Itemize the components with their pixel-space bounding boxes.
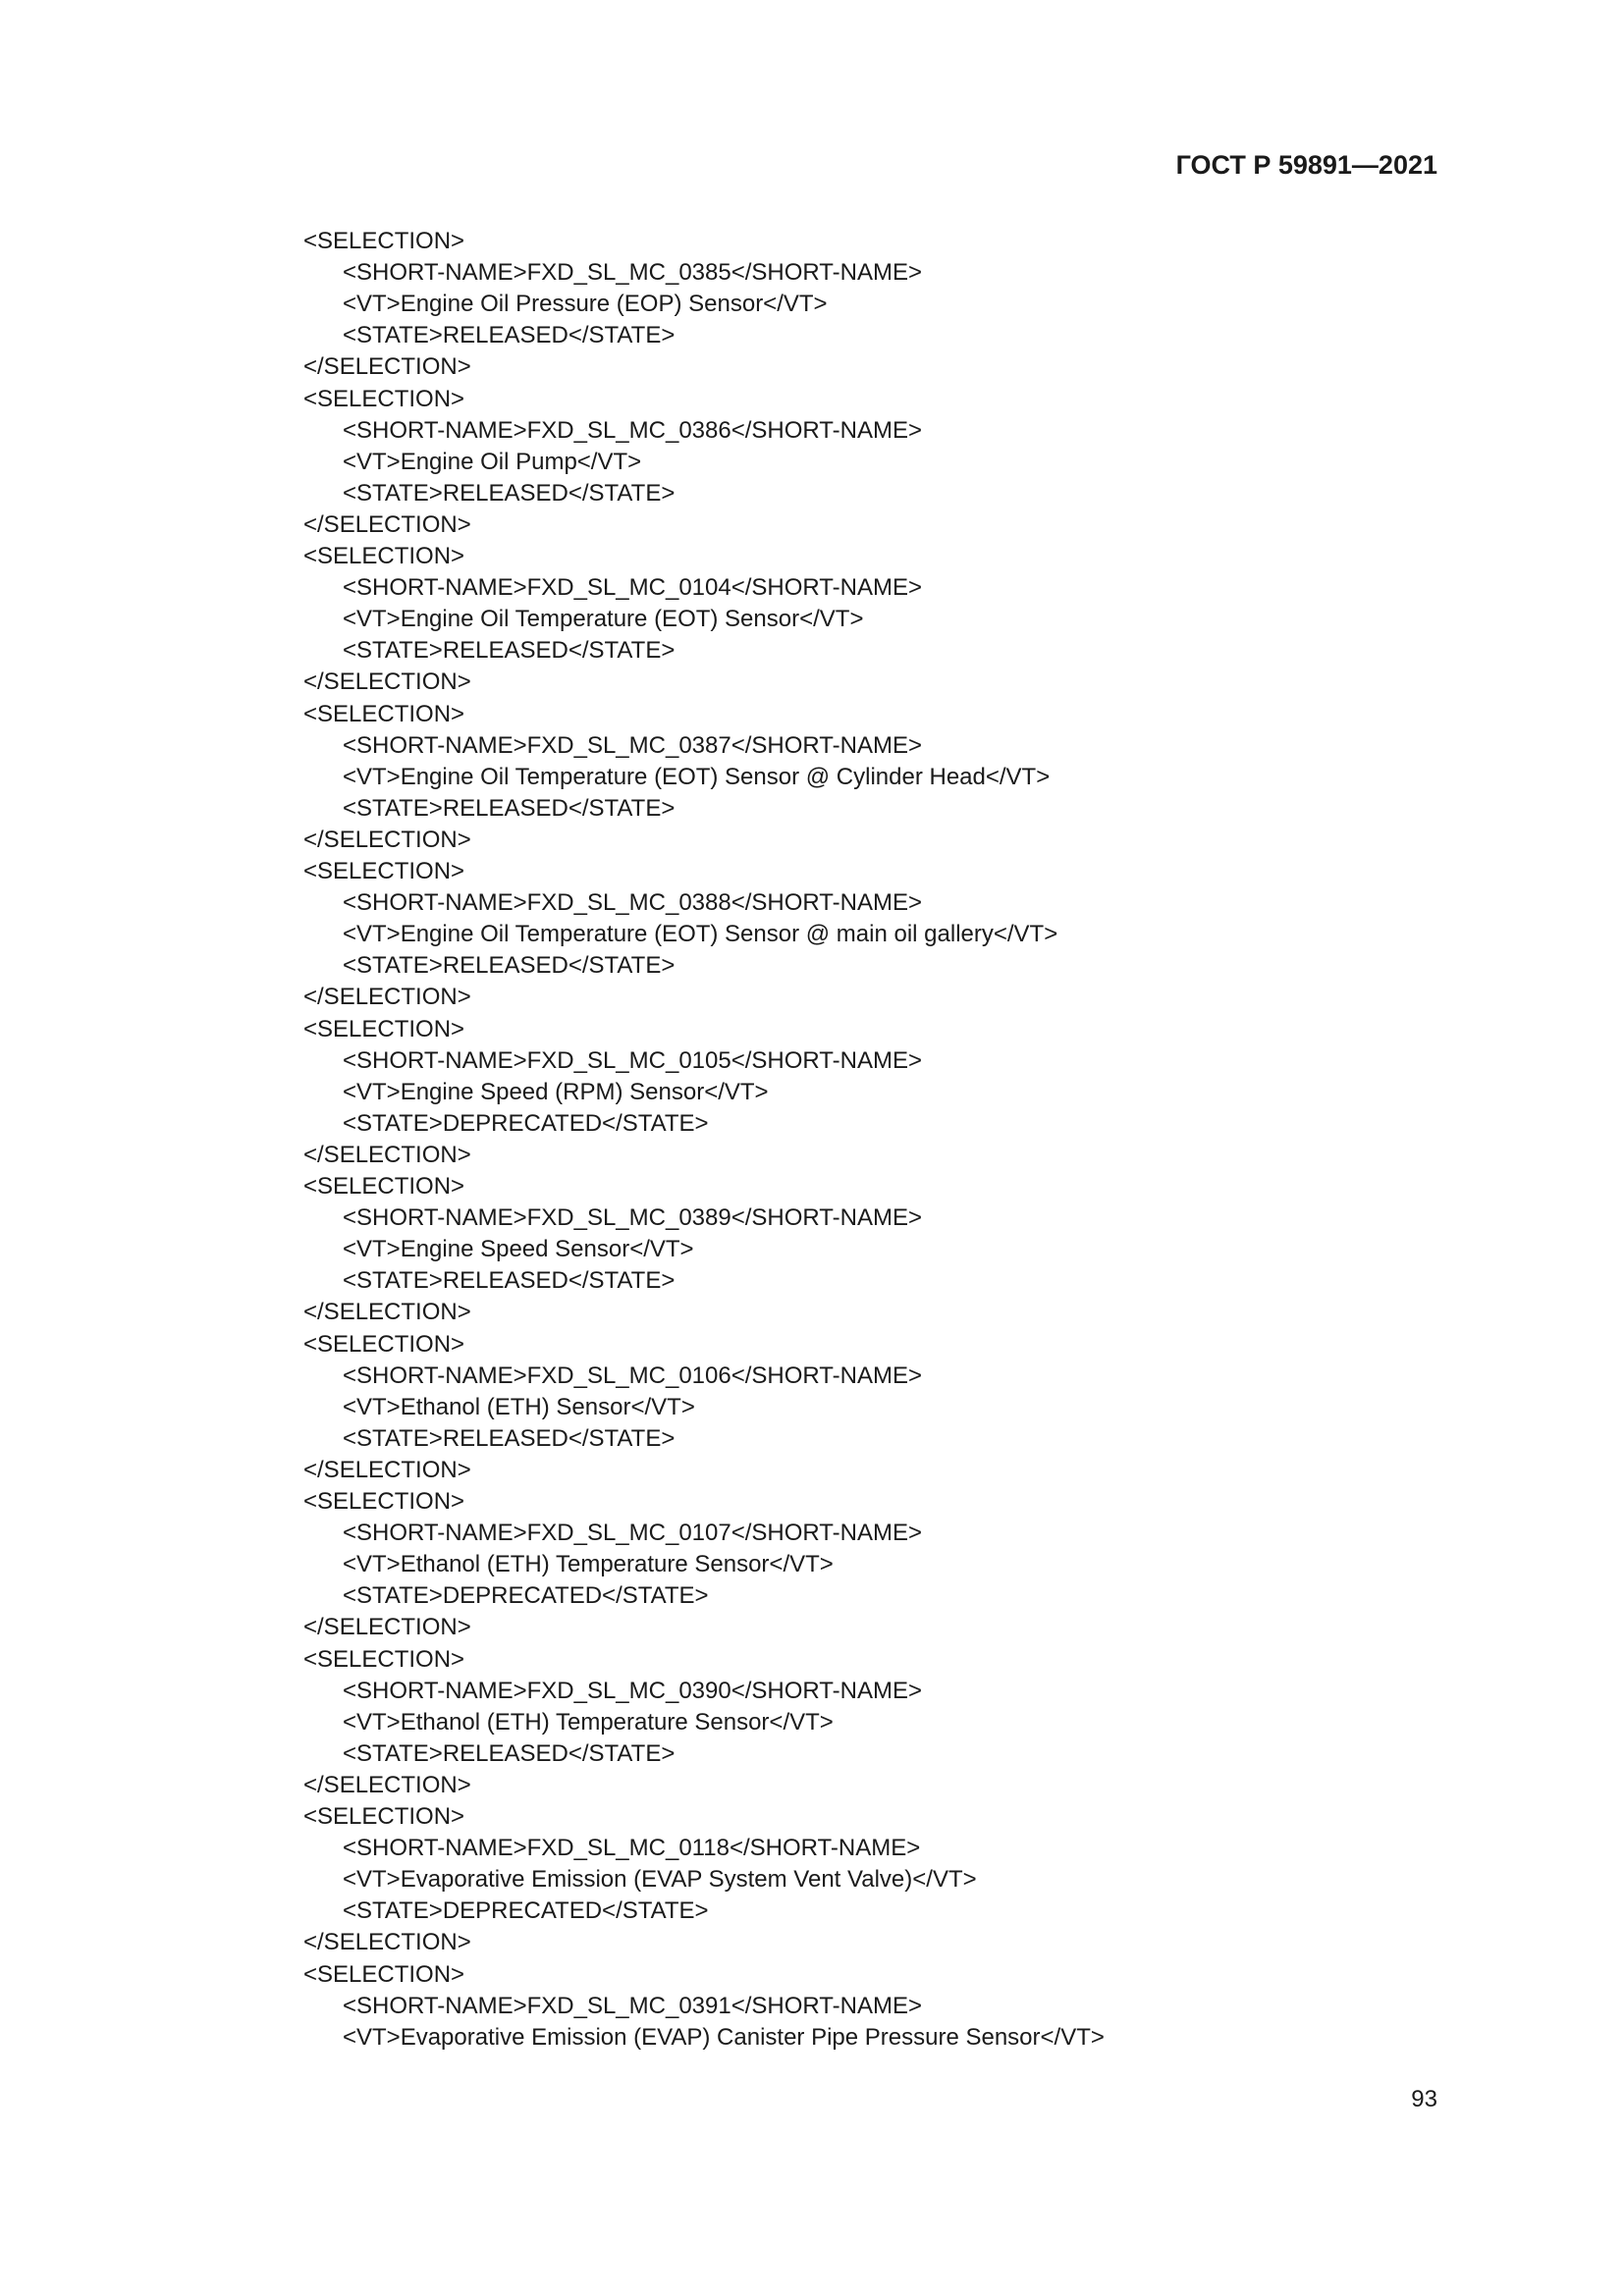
vt-line: <VT>Ethanol (ETH) Sensor</VT> bbox=[343, 1393, 695, 1420]
selection-close-tag: </SELECTION> bbox=[303, 984, 471, 1011]
short-name-line: <SHORT-NAME>FXD_SL_MC_0106</SHORT-NAME> bbox=[343, 1362, 922, 1389]
selection-open-tag: <SELECTION> bbox=[303, 385, 465, 412]
short-name-line: <SHORT-NAME>FXD_SL_MC_0385</SHORT-NAME> bbox=[343, 259, 922, 287]
state-line: <STATE>RELEASED</STATE> bbox=[343, 322, 676, 349]
state-line: <STATE>RELEASED</STATE> bbox=[343, 1424, 676, 1452]
state-line: <STATE>DEPRECATED</STATE> bbox=[343, 1897, 709, 1925]
short-name-line: <SHORT-NAME>FXD_SL_MC_0118</SHORT-NAME> bbox=[343, 1835, 921, 1862]
short-name-line: <SHORT-NAME>FXD_SL_MC_0391</SHORT-NAME> bbox=[343, 1992, 922, 2019]
selection-close-tag: </SELECTION> bbox=[303, 668, 471, 696]
vt-line: <VT>Evaporative Emission (EVAP) Canister Pipe Pressure Sensor</VT> bbox=[343, 2023, 1105, 2051]
short-name-line: <SHORT-NAME>FXD_SL_MC_0105</SHORT-NAME> bbox=[343, 1046, 922, 1074]
selection-close-tag: </SELECTION> bbox=[303, 1456, 471, 1483]
selection-open-tag: <SELECTION> bbox=[303, 1330, 465, 1358]
vt-line: <VT>Engine Oil Pressure (EOP) Sensor</VT> bbox=[343, 291, 828, 318]
vt-line: <VT>Engine Oil Temperature (EOT) Sensor @ main oil gallery</VT> bbox=[343, 921, 1058, 948]
state-line: <STATE>RELEASED</STATE> bbox=[343, 1739, 676, 1767]
selection-close-tag: </SELECTION> bbox=[303, 1141, 471, 1168]
short-name-line: <SHORT-NAME>FXD_SL_MC_0107</SHORT-NAME> bbox=[343, 1520, 922, 1547]
vt-line: <VT>Evaporative Emission (EVAP System Vent Valve)</VT> bbox=[343, 1866, 977, 1894]
selection-close-tag: </SELECTION> bbox=[303, 826, 471, 853]
vt-line: <VT>Engine Oil Temperature (EOT) Sensor</VT> bbox=[343, 606, 864, 633]
vt-line: <VT>Ethanol (ETH) Temperature Sensor</VT> bbox=[343, 1551, 834, 1578]
selection-close-tag: </SELECTION> bbox=[303, 510, 471, 538]
selection-open-tag: <SELECTION> bbox=[303, 1645, 465, 1673]
selection-close-tag: </SELECTION> bbox=[303, 353, 471, 381]
state-line: <STATE>RELEASED</STATE> bbox=[343, 637, 676, 665]
selection-open-tag: <SELECTION> bbox=[303, 858, 465, 884]
selection-close-tag: </SELECTION> bbox=[303, 1614, 471, 1641]
selection-open-tag: <SELECTION> bbox=[303, 1173, 465, 1200]
selection-open-tag: <SELECTION> bbox=[303, 543, 465, 569]
state-line: <STATE>RELEASED</STATE> bbox=[343, 479, 676, 507]
selection-close-tag: </SELECTION> bbox=[303, 1299, 471, 1326]
vt-line: <VT>Ethanol (ETH) Temperature Sensor</VT> bbox=[343, 1708, 834, 1735]
short-name-line: <SHORT-NAME>FXD_SL_MC_0386</SHORT-NAME> bbox=[343, 416, 922, 444]
vt-line: <VT>Engine Speed Sensor</VT> bbox=[343, 1236, 694, 1263]
vt-line: <VT>Engine Speed (RPM) Sensor</VT> bbox=[343, 1078, 769, 1105]
state-line: <STATE>DEPRECATED</STATE> bbox=[343, 1109, 709, 1137]
state-line: <STATE>RELEASED</STATE> bbox=[343, 1267, 676, 1295]
vt-line: <VT>Engine Oil Pump</VT> bbox=[343, 448, 642, 475]
selection-open-tag: <SELECTION> bbox=[303, 1015, 465, 1042]
selection-open-tag: <SELECTION> bbox=[303, 1488, 465, 1515]
document-header: ГОСТ Р 59891—2021 bbox=[1175, 150, 1437, 180]
vt-line: <VT>Engine Oil Temperature (EOT) Sensor @ Cylinder Head</VT> bbox=[343, 763, 1051, 790]
selection-close-tag: </SELECTION> bbox=[303, 1929, 471, 1956]
selection-open-tag: <SELECTION> bbox=[303, 1803, 465, 1830]
state-line: <STATE>DEPRECATED</STATE> bbox=[343, 1582, 709, 1610]
page-number: 93 bbox=[1411, 2086, 1437, 2112]
selection-open-tag: <SELECTION> bbox=[303, 700, 465, 727]
short-name-line: <SHORT-NAME>FXD_SL_MC_0104</SHORT-NAME> bbox=[343, 574, 922, 602]
selection-open-tag: <SELECTION> bbox=[303, 228, 465, 254]
short-name-line: <SHORT-NAME>FXD_SL_MC_0387</SHORT-NAME> bbox=[343, 731, 922, 759]
short-name-line: <SHORT-NAME>FXD_SL_MC_0388</SHORT-NAME> bbox=[343, 889, 922, 917]
selection-open-tag: <SELECTION> bbox=[303, 1960, 465, 1988]
short-name-line: <SHORT-NAME>FXD_SL_MC_0389</SHORT-NAME> bbox=[343, 1204, 922, 1232]
short-name-line: <SHORT-NAME>FXD_SL_MC_0390</SHORT-NAME> bbox=[343, 1677, 922, 1704]
state-line: <STATE>RELEASED</STATE> bbox=[343, 794, 676, 822]
state-line: <STATE>RELEASED</STATE> bbox=[343, 952, 676, 980]
selection-close-tag: </SELECTION> bbox=[303, 1771, 471, 1798]
